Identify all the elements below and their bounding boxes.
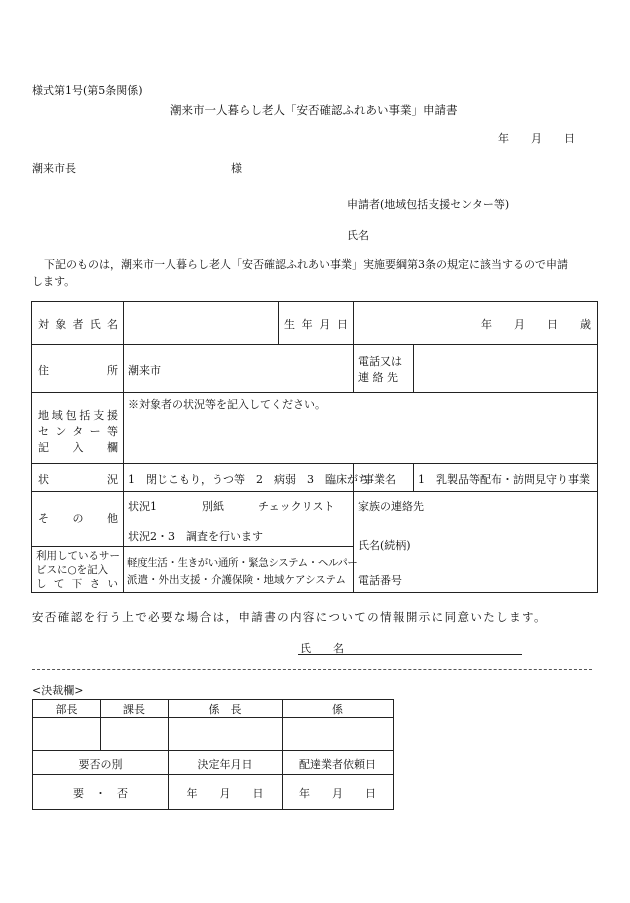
phone-label-2: 連 絡 先 [358, 371, 398, 384]
services-line-1[interactable]: 軽度生活・生きがい通所・緊急システム・ヘルパー [127, 557, 358, 569]
dob-value: 年 月 日 歳 [481, 318, 591, 331]
center-label-2: センター等 [38, 425, 118, 438]
status-options[interactable]: 1 閉じこもり，うつ等 2 病弱 3 臨床がち [128, 473, 369, 486]
target-name-label: 対象者氏名 [38, 318, 118, 331]
center-entry-field[interactable] [128, 414, 594, 460]
header-department-head: 部長 [55, 703, 78, 716]
consent-signature-line[interactable] [298, 654, 522, 655]
header-necessity: 要否の別 [78, 758, 123, 771]
stamp-section-head[interactable] [101, 718, 167, 749]
stamp-department-head[interactable] [34, 718, 99, 749]
honorific: 様 [231, 162, 242, 175]
header-section-head: 課長 [123, 703, 145, 716]
stamp-staff[interactable] [283, 718, 393, 749]
other-line-1a: 状況1 [128, 500, 157, 513]
services-line-2[interactable]: 派遣・外出支援・介護保険・地域ケアシステム [127, 574, 347, 586]
phone-label-1: 電話又は [358, 355, 402, 368]
project-value[interactable]: 1 乳製品等配布・訪問見守り事業 [418, 473, 590, 486]
services-label-1: 利用しているサー [36, 550, 120, 562]
applicant-label: 申請者(地域包括支援センター等) [347, 198, 510, 211]
services-label-2: ビスに○を記入 [36, 564, 109, 576]
applicant-name-label: 氏名 [347, 229, 369, 242]
application-date: 年 月 日 [498, 132, 575, 145]
services-label-3: して下さい [36, 578, 118, 590]
address-label: 住所 [38, 364, 118, 377]
other-label: その他 [38, 512, 118, 525]
form-number: 様式第1号(第5条関係) [32, 84, 143, 97]
center-note: ※対象者の状況等を記入してください。 [128, 398, 326, 411]
address-value: 潮来市 [128, 364, 161, 377]
application-form [31, 301, 598, 593]
consent-name-label: 氏 名 [300, 642, 344, 655]
phone-field[interactable] [418, 346, 594, 390]
document-title: 潮来市一人暮らし老人「安否確認ふれあい事業」申請書 [170, 103, 458, 117]
status-label: 状況 [38, 473, 118, 486]
target-name-field[interactable] [128, 304, 273, 342]
family-contact-label: 家族の連絡先 [358, 500, 424, 513]
necessity-value[interactable]: 要 ・ 否 [73, 787, 128, 800]
stamp-chief[interactable] [169, 718, 281, 749]
header-staff: 係 [332, 703, 343, 716]
header-chief: 係 長 [208, 703, 242, 716]
other-line-2: 状況2・3 調査を行います [128, 530, 263, 543]
cut-line [32, 669, 592, 670]
other-line-1b: 別紙 [202, 500, 224, 513]
consent-text: 安否確認を行う上で必要な場合は，申請書の内容についての情報開示に同意いたします。 [32, 610, 547, 624]
family-phone-label: 電話番号 [358, 574, 402, 587]
decision-title: <決裁欄> [32, 684, 84, 697]
decision-table [32, 699, 394, 810]
dob-label: 生年月日 [284, 318, 348, 331]
intro-line-1: 下記のものは，潮来市一人暮らし老人「安否確認ふれあい事業」実施要綱第3条の規定に該当するので申請 [44, 258, 568, 271]
addressee: 潮来市長 [32, 162, 76, 175]
center-label-1: 地域包括支援 [38, 409, 118, 422]
center-label-3: 記入欄 [38, 441, 118, 454]
other-line-1c: チェックリスト [258, 500, 335, 513]
family-name-label: 氏名(続柄) [358, 539, 411, 552]
intro-line-2: します。 [32, 275, 76, 288]
decision-date-value[interactable]: 年 月 日 [186, 787, 264, 800]
header-delivery-request-date: 配達業者依頼日 [299, 758, 376, 771]
project-label: 事業名 [363, 473, 396, 486]
header-decision-date: 決定年月日 [197, 758, 253, 771]
delivery-request-date-value[interactable]: 年 月 日 [299, 787, 376, 800]
